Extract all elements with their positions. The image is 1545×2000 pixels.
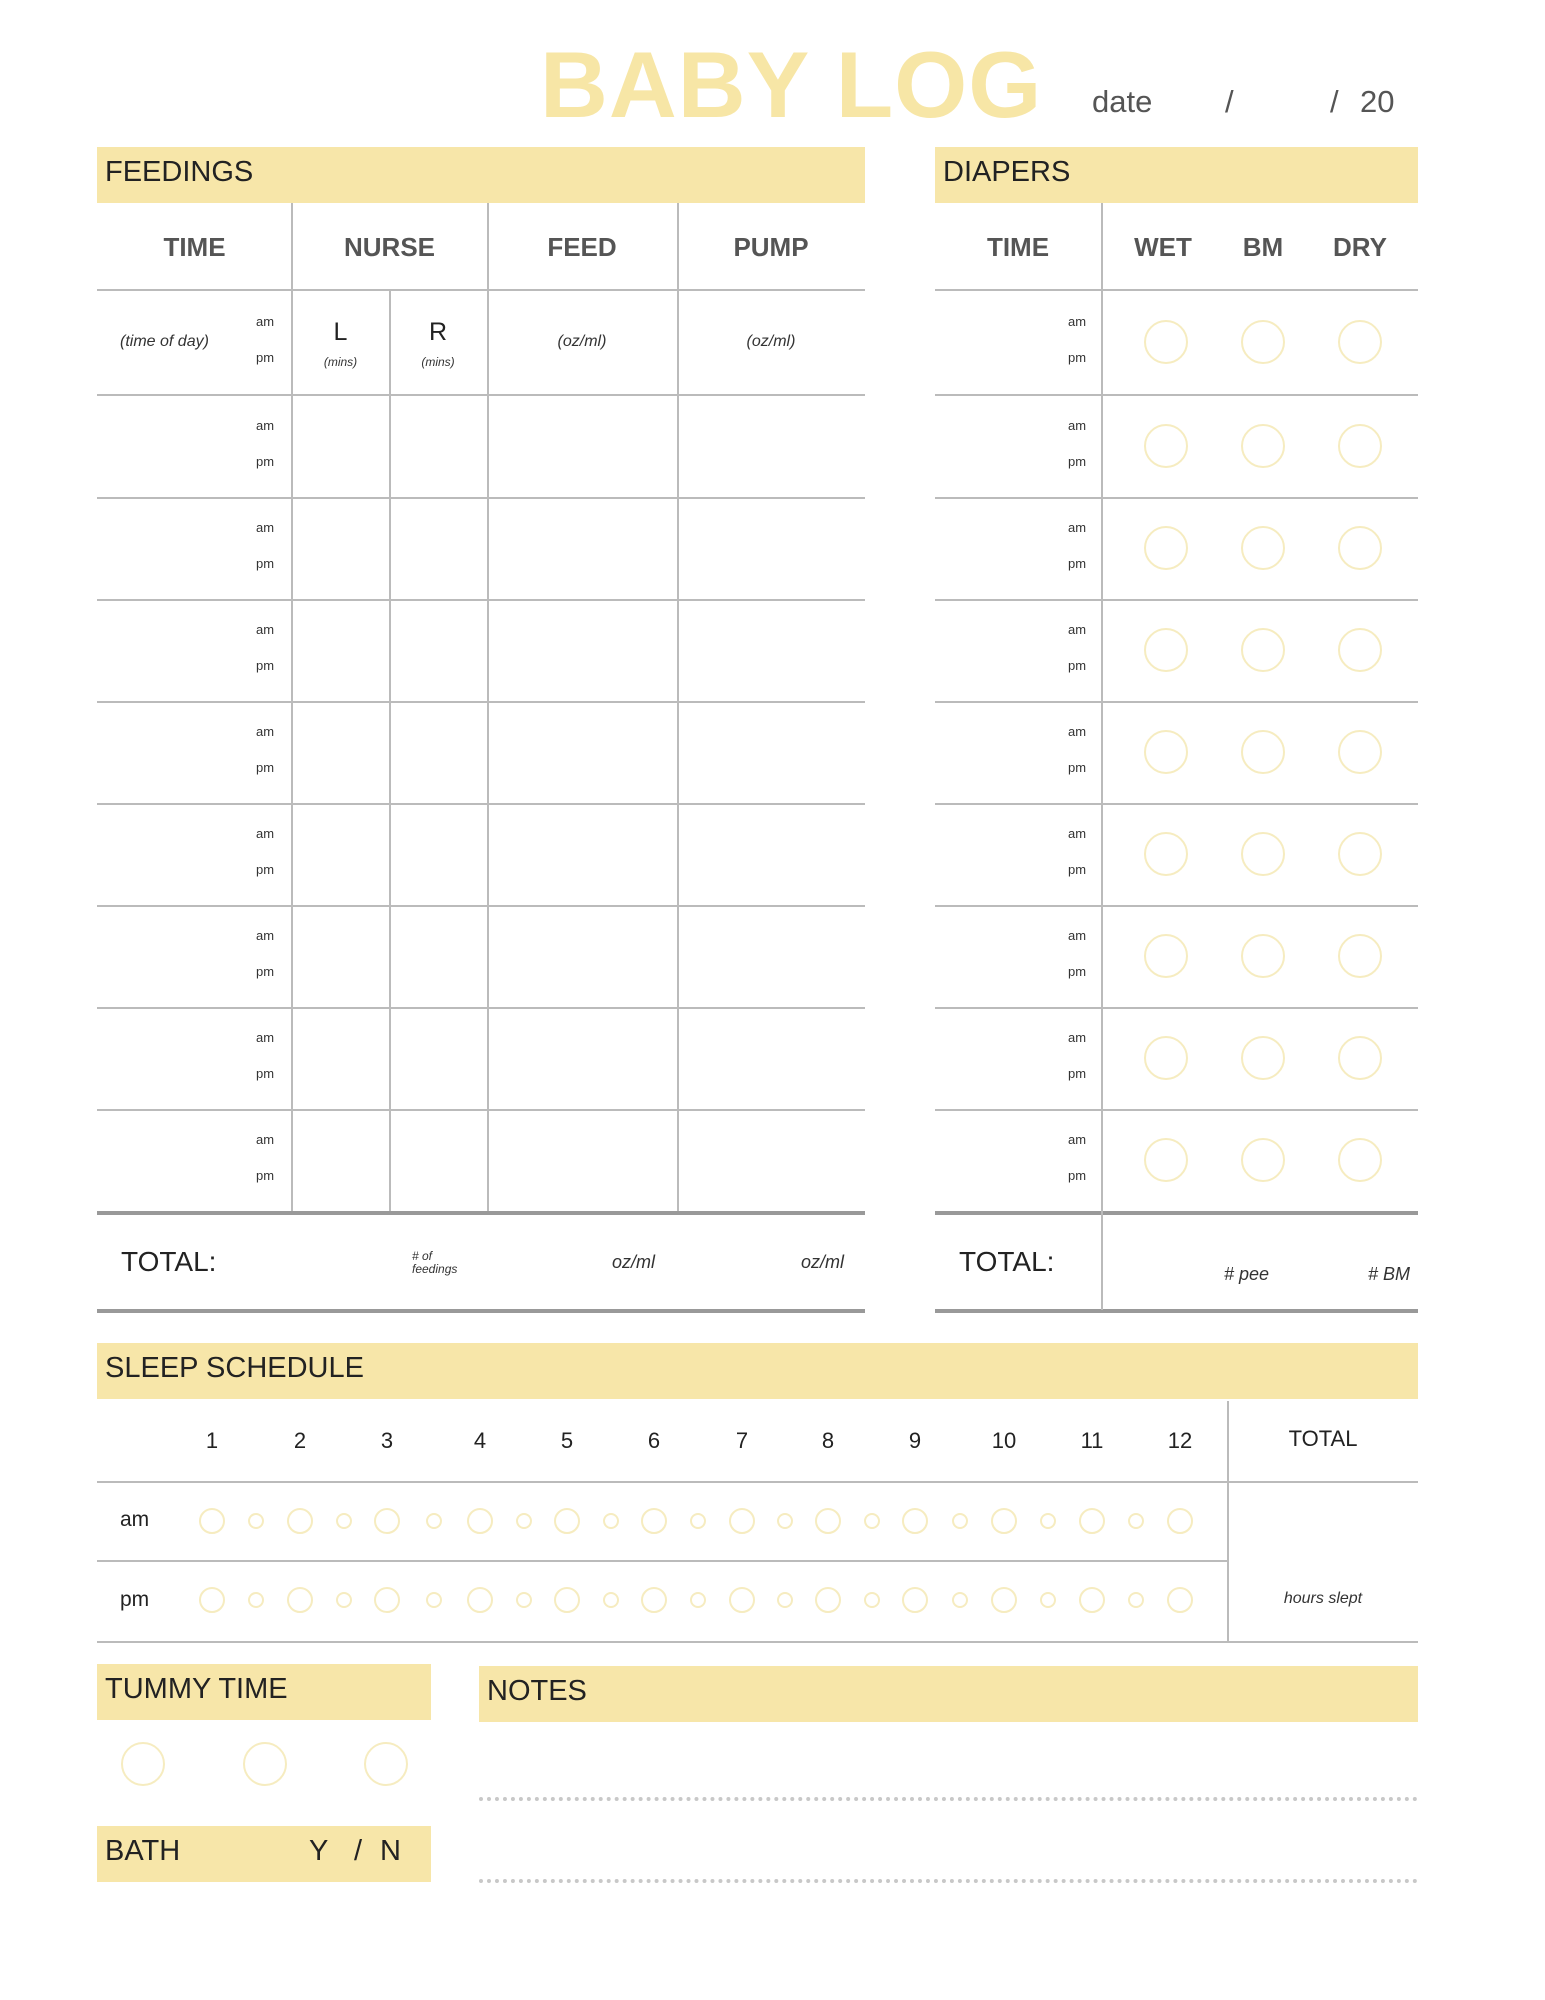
sleep-hour-label: 9 [908, 1428, 922, 1453]
diapers-label: DIAPERS [943, 156, 1071, 188]
diaper-bm-checkbox[interactable] [1241, 424, 1285, 468]
nurse-left-unit: (mins) [323, 355, 358, 369]
diaper-wet-checkbox[interactable] [1144, 320, 1188, 364]
diapers-col-dry: DRY [1333, 232, 1387, 262]
feedings-row-rule [97, 497, 865, 499]
diapers-col-time: TIME [986, 232, 1050, 262]
am-sleep-half-hour-circle[interactable] [1128, 1513, 1144, 1529]
sleep-hour-label: 3 [380, 1428, 394, 1453]
year-prefix: 20 [1360, 84, 1395, 119]
sleep-row-rule [97, 1481, 1228, 1483]
diaper-wet-checkbox[interactable] [1144, 1138, 1188, 1182]
pm-label: pm [256, 1168, 275, 1183]
diapers-row-rule [935, 289, 1418, 291]
pm-sleep-hour-circle[interactable] [729, 1587, 755, 1613]
feedings-row-rule [97, 599, 865, 601]
diapers-row-rule [935, 394, 1418, 396]
diaper-dry-checkbox[interactable] [1338, 1036, 1382, 1080]
feedings-row-rule [97, 905, 865, 907]
notes-line[interactable] [479, 1797, 1418, 1801]
am-label: am [256, 417, 275, 433]
sleep-total-divider [1227, 1401, 1229, 1641]
pee-total-unit: # pee [1224, 1264, 1270, 1284]
diapers-total-label: TOTAL: [959, 1246, 1055, 1277]
pm-sleep-half-hour-circle[interactable] [426, 1592, 442, 1608]
pm-sleep-half-hour-circle[interactable] [1128, 1592, 1144, 1608]
am-sleep-half-hour-circle[interactable] [603, 1513, 619, 1529]
diapers-row-rule [935, 701, 1418, 703]
diapers-column-rule [1101, 203, 1103, 1310]
am-label: am [256, 826, 275, 841]
notes-line[interactable] [479, 1879, 1418, 1883]
feedings-row-rule [97, 394, 865, 396]
diaper-bm-checkbox[interactable] [1241, 320, 1285, 364]
am-sleep-hour-circle[interactable] [374, 1508, 400, 1534]
pm-sleep-hour-circle[interactable] [374, 1587, 400, 1613]
pm-sleep-hour-circle[interactable] [1079, 1587, 1105, 1613]
feedings-row-rule [97, 701, 865, 703]
diaper-wet-checkbox[interactable] [1144, 1036, 1188, 1080]
pm-label: pm [1068, 964, 1087, 979]
am-label: am [1068, 928, 1087, 943]
am-sleep-hour-circle[interactable] [554, 1508, 580, 1534]
am-sleep-half-hour-circle[interactable] [864, 1513, 880, 1529]
feed-total-unit: oz/ml [612, 1252, 656, 1272]
diapers-row-rule [935, 1109, 1418, 1111]
am-sleep-hour-circle[interactable] [641, 1508, 667, 1534]
diaper-bm-checkbox[interactable] [1241, 730, 1285, 774]
am-label: am [256, 622, 275, 637]
feedings-header-bar [97, 147, 865, 203]
am-label: am [256, 724, 275, 739]
am-sleep-half-hour-circle[interactable] [516, 1513, 532, 1529]
pm-label: pm [256, 658, 275, 673]
am-label: am [1068, 1132, 1087, 1147]
sleep-row-am-label: am [120, 1508, 150, 1531]
am-sleep-hour-circle[interactable] [199, 1508, 225, 1534]
feedings-column-rule [291, 203, 293, 1211]
diapers-row-rule [935, 803, 1418, 805]
notes-header-bar [479, 1666, 1418, 1722]
feedings-column-rule [389, 289, 391, 1211]
notes-label: NOTES [487, 1675, 587, 1707]
pm-label: pm [1068, 862, 1087, 877]
pm-sleep-half-hour-circle[interactable] [603, 1592, 619, 1608]
sleep-total-label: TOTAL [1288, 1426, 1358, 1451]
feedings-row-rule [97, 803, 865, 805]
sleep-bottom-rule [97, 1641, 1418, 1643]
bath-slash: / [354, 1835, 363, 1867]
feedings-col-feed: FEED [547, 232, 617, 262]
pm-sleep-hour-circle[interactable] [467, 1587, 493, 1613]
pm-sleep-half-hour-circle[interactable] [336, 1592, 352, 1608]
sleep-hour-label: 10 [991, 1428, 1017, 1453]
feed-unit-hint: (oz/ml) [557, 333, 607, 350]
feedings-total-label: TOTAL: [121, 1246, 217, 1277]
bm-total-unit: # BM [1368, 1264, 1411, 1284]
am-label: am [256, 520, 275, 535]
pm-sleep-half-hour-circle[interactable] [690, 1592, 706, 1608]
sleep-hour-label: 11 [1080, 1428, 1104, 1453]
diapers-bottom-rule [935, 1309, 1418, 1313]
am-label: am [1068, 826, 1087, 841]
diaper-bm-checkbox[interactable] [1241, 1036, 1285, 1080]
date-label: date [1092, 84, 1153, 119]
tummy-time-header-bar [97, 1664, 431, 1720]
pm-label: pm [1068, 349, 1087, 365]
feedings-row-rule [97, 1007, 865, 1009]
pump-unit-hint: (oz/ml) [746, 333, 796, 350]
am-label: am [256, 928, 275, 943]
pm-label: pm [256, 760, 275, 775]
pm-sleep-half-hour-circle[interactable] [1040, 1592, 1056, 1608]
pm-label: pm [1068, 658, 1087, 673]
pm-label: pm [1068, 453, 1087, 469]
pm-sleep-half-hour-circle[interactable] [516, 1592, 532, 1608]
feedings-col-pump: PUMP [733, 232, 809, 262]
feedings-row-rule [97, 289, 865, 291]
pump-total-unit: oz/ml [801, 1252, 845, 1272]
pm-label: pm [256, 453, 275, 469]
am-sleep-hour-circle[interactable] [815, 1508, 841, 1534]
sleep-label: SLEEP SCHEDULE [105, 1352, 364, 1384]
am-label: am [1068, 1030, 1087, 1045]
pm-label: pm [1068, 1066, 1087, 1081]
diapers-col-wet: WET [1134, 232, 1192, 262]
feedings-column-rule [677, 203, 679, 1211]
diapers-header-bar [935, 147, 1418, 203]
diaper-bm-checkbox[interactable] [1241, 832, 1285, 876]
sleep-row-rule [1228, 1481, 1418, 1483]
am-sleep-hour-circle[interactable] [287, 1508, 313, 1534]
feedings-count-unit: # of feedings [412, 1249, 458, 1276]
diapers-row-rule [935, 497, 1418, 499]
sleep-hour-label: 1 [205, 1428, 219, 1453]
sleep-hour-label: 4 [473, 1428, 487, 1453]
diaper-dry-checkbox[interactable] [1338, 526, 1382, 570]
sleep-row-pm-label: pm [120, 1588, 150, 1611]
am-sleep-hour-circle[interactable] [1079, 1508, 1105, 1534]
sleep-hour-label: 7 [735, 1428, 749, 1453]
diaper-dry-checkbox[interactable] [1338, 730, 1382, 774]
pm-label: pm [256, 349, 275, 365]
pm-sleep-half-hour-circle[interactable] [864, 1592, 880, 1608]
diaper-wet-checkbox[interactable] [1144, 526, 1188, 570]
feedings-column-rule [487, 203, 489, 1211]
am-label: am [1068, 520, 1087, 535]
pm-sleep-hour-circle[interactable] [199, 1587, 225, 1613]
pm-sleep-hour-circle[interactable] [554, 1587, 580, 1613]
am-sleep-half-hour-circle[interactable] [777, 1513, 793, 1529]
am-label: am [1068, 417, 1087, 433]
sleep-hour-label: 2 [293, 1428, 307, 1453]
diaper-dry-checkbox[interactable] [1338, 832, 1382, 876]
am-label: am [256, 1030, 275, 1045]
diaper-wet-checkbox[interactable] [1144, 832, 1188, 876]
bath-no-option[interactable]: N [380, 1835, 401, 1867]
feedings-col-time: TIME [163, 232, 226, 262]
am-sleep-hour-circle[interactable] [991, 1508, 1017, 1534]
pm-label: pm [1068, 556, 1087, 571]
diaper-bm-checkbox[interactable] [1241, 934, 1285, 978]
diapers-row-rule [935, 905, 1418, 907]
am-label: am [256, 313, 275, 329]
tummy-time-checkbox[interactable] [243, 1742, 287, 1786]
diaper-dry-checkbox[interactable] [1338, 934, 1382, 978]
diapers-row-rule [935, 599, 1418, 601]
am-sleep-half-hour-circle[interactable] [426, 1513, 442, 1529]
diaper-dry-checkbox[interactable] [1338, 1138, 1382, 1182]
am-sleep-hour-circle[interactable] [729, 1508, 755, 1534]
pm-label: pm [256, 862, 275, 877]
am-label: am [1068, 622, 1087, 637]
feedings-bottom-rule [97, 1309, 865, 1313]
pm-sleep-hour-circle[interactable] [641, 1587, 667, 1613]
hours-slept-label: hours slept [1283, 1590, 1363, 1607]
diaper-dry-checkbox[interactable] [1338, 320, 1382, 364]
diaper-dry-checkbox[interactable] [1338, 424, 1382, 468]
bath-bar [97, 1826, 431, 1882]
sleep-hour-label: 12 [1167, 1428, 1193, 1453]
diaper-dry-checkbox[interactable] [1338, 628, 1382, 672]
tummy-time-checkbox[interactable] [121, 1742, 165, 1786]
diapers-total-rule [935, 1211, 1418, 1215]
sleep-hour-label: 5 [560, 1428, 574, 1453]
pm-label: pm [1068, 1168, 1087, 1183]
am-sleep-half-hour-circle[interactable] [336, 1513, 352, 1529]
nurse-right-label: R [428, 318, 448, 346]
page-title: BABY LOG [540, 32, 1043, 137]
sleep-hour-label: 8 [821, 1428, 835, 1453]
am-sleep-half-hour-circle[interactable] [952, 1513, 968, 1529]
diaper-wet-checkbox[interactable] [1144, 628, 1188, 672]
pm-sleep-half-hour-circle[interactable] [248, 1592, 264, 1608]
nurse-left-label: L [333, 318, 348, 346]
diaper-wet-checkbox[interactable] [1144, 730, 1188, 774]
feedings-time-hint: (time of day) [120, 333, 209, 350]
pm-label: pm [256, 964, 275, 979]
am-sleep-half-hour-circle[interactable] [690, 1513, 706, 1529]
sleep-hour-label: 6 [647, 1428, 661, 1453]
pm-label: pm [1068, 760, 1087, 775]
pm-label: pm [256, 1066, 275, 1081]
am-sleep-half-hour-circle[interactable] [248, 1513, 264, 1529]
diaper-wet-checkbox[interactable] [1144, 934, 1188, 978]
am-label: am [1068, 313, 1087, 329]
pm-sleep-hour-circle[interactable] [815, 1587, 841, 1613]
sleep-row-rule [97, 1560, 1228, 1562]
am-sleep-hour-circle[interactable] [902, 1508, 928, 1534]
am-label: am [256, 1132, 275, 1147]
nurse-right-unit: (mins) [421, 355, 455, 369]
bath-yes-option[interactable]: Y [309, 1835, 329, 1867]
bath-label: BATH [105, 1835, 181, 1867]
pm-sleep-hour-circle[interactable] [287, 1587, 313, 1613]
date-slash-1: / [1225, 84, 1234, 119]
diapers-row-rule [935, 1007, 1418, 1009]
diaper-bm-checkbox[interactable] [1241, 526, 1285, 570]
diaper-bm-checkbox[interactable] [1241, 628, 1285, 672]
pm-sleep-hour-circle[interactable] [902, 1587, 928, 1613]
pm-label: pm [256, 556, 275, 571]
diaper-bm-checkbox[interactable] [1241, 1138, 1285, 1182]
pm-sleep-half-hour-circle[interactable] [952, 1592, 968, 1608]
feedings-total-rule [97, 1211, 865, 1215]
tummy-time-label: TUMMY TIME [105, 1673, 288, 1705]
date-slash-2: / [1330, 84, 1339, 119]
feedings-label: FEEDINGS [105, 156, 254, 188]
pm-sleep-hour-circle[interactable] [991, 1587, 1017, 1613]
am-sleep-half-hour-circle[interactable] [1040, 1513, 1056, 1529]
am-sleep-hour-circle[interactable] [467, 1508, 493, 1534]
am-sleep-hour-circle[interactable] [1167, 1508, 1193, 1534]
am-label: am [1068, 724, 1087, 739]
pm-sleep-hour-circle[interactable] [1167, 1587, 1193, 1613]
tummy-time-checkbox[interactable] [364, 1742, 408, 1786]
pm-sleep-half-hour-circle[interactable] [777, 1592, 793, 1608]
sleep-header-bar [97, 1343, 1418, 1399]
diaper-wet-checkbox[interactable] [1144, 424, 1188, 468]
feedings-row-rule [97, 1109, 865, 1111]
feedings-col-nurse: NURSE [343, 232, 435, 262]
diapers-col-bm: BM [1242, 232, 1284, 262]
